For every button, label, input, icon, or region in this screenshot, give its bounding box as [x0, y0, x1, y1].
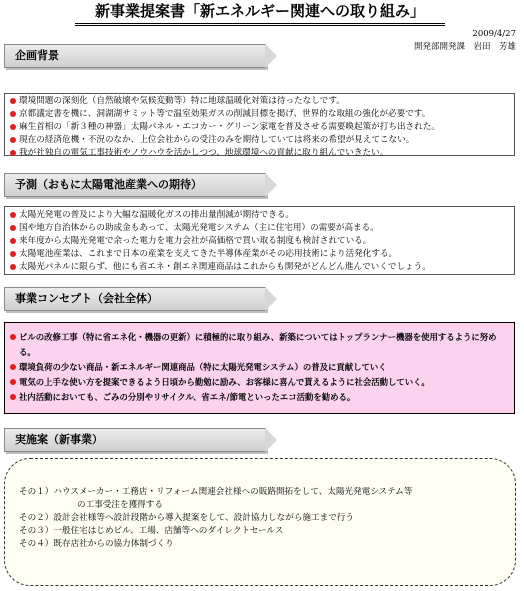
bullet-icon — [10, 212, 16, 218]
bullet-icon — [10, 394, 16, 400]
document-meta — [414, 28, 516, 54]
list-item-text: 麻生首相の「新３種の神器」太陽パネル・エコカー・グリーン家電を普及させる需要喚起策が打ち出された。 — [19, 122, 440, 132]
list-item-text: 国や地方自治体からの助成金もあって、太陽光発電システム（主に住宅用）の需要が高まる。 — [19, 223, 379, 233]
document-date: 2009/4/27 — [472, 29, 516, 39]
list-item-text: 社内活動においても、ごみの分別やリサイクル、省エネ/節電といったエコ活動を勧める。 — [19, 392, 356, 402]
list-item-text: 来年度から太陽光発電で余った電力を電力会社が高価格で買い取る制度も検討されている。 — [19, 236, 372, 246]
section-title: 企画背景 — [15, 49, 59, 62]
section-title: 事業コンセプト（会社全体） — [15, 292, 158, 305]
list-item — [9, 121, 514, 134]
list-item-text: 我が社独自の電気工事技術やノウハウを活かしつつ、地球環境への貢献に取り組んでいきたい。 — [19, 148, 389, 158]
list-item: その１）ハウスメーカー・工務店・リフォーム関連会社様への販路開拓をして、太陽光発電システム等 — [19, 487, 413, 497]
list-item — [9, 95, 514, 108]
list-item — [9, 134, 514, 147]
implementation-list — [19, 486, 515, 551]
list-item-text: 環境問題の深刻化（自然破壊や気候変動等）特に地球温暖化対策は待ったなしです。 — [19, 96, 345, 106]
bullet-icon — [10, 225, 16, 231]
list-item — [9, 248, 514, 261]
background-list — [9, 95, 514, 160]
forecast-box — [4, 206, 515, 275]
section-heading-concept — [4, 287, 266, 311]
list-item — [9, 330, 508, 360]
bullet-icon — [10, 137, 16, 143]
concept-list — [9, 330, 508, 405]
list-item: その２）設計会社様等へ設計段階から導入提案をして、設計協力しながら施工まで行う — [19, 513, 354, 523]
bullet-icon — [10, 264, 16, 270]
list-item — [9, 147, 514, 160]
page-title: 新事業提案書「新エネルギー関連への取り組み」 — [94, 2, 425, 20]
bullet-icon — [10, 150, 16, 156]
list-item: その３）一般住宅はじめビル、工場、店舗等へのダイレクトセールス — [19, 526, 284, 536]
list-item-text: 環境負荷の少ない商品・新エネルギー関連商品（特に太陽光発電システム）の普及に貢献していく — [19, 362, 387, 372]
list-item — [9, 209, 514, 222]
list-item — [9, 222, 514, 235]
title-underline-double — [75, 25, 445, 26]
list-item-text: 太陽光発電の普及により大幅な温暖化ガスの排出量削減が期待できる。 — [19, 210, 295, 220]
document-author: 開発部開発課 岩田 芳雄 — [413, 42, 516, 52]
list-item-text: ビルの改修工事（特に省エネ化・機器の更新）に積極的に取り組み、新築についてはトップランナー機器を使用するように努める。 — [19, 332, 497, 357]
title-underline — [75, 23, 445, 24]
section-title: 予測（おもに太陽電池産業への期待） — [15, 178, 202, 191]
list-item — [9, 261, 514, 274]
list-item-text: 京都議定書を機に、洞湖湖サミット等で温室効果ガスの削減目標を掲げ、世界的な取組の強化が必要です。 — [19, 109, 431, 119]
list-item — [9, 360, 508, 375]
bullet-icon — [10, 379, 16, 385]
bullet-icon — [10, 98, 16, 104]
list-item — [9, 375, 508, 390]
bullet-icon — [10, 364, 16, 370]
list-item — [9, 108, 514, 121]
list-item-text: 電気の上手な使い方を提案できるよう日頃から勤勉に励み、お客様に喜んで貰えるように社会活動していく。 — [19, 377, 430, 387]
list-item-text: 太陽電池産業は、これまで日本の産業を支えてきた半導体産業がその応用技術により活発化する。 — [19, 249, 398, 259]
bullet-icon — [10, 124, 16, 130]
section-heading-forecast — [4, 173, 266, 197]
list-item-text: 太陽光パネルに限らず、他にも省エネ・創エネ関連商品はこれからも開発がどんどん進んでいくでしょう。 — [19, 262, 431, 272]
list-item-text: 現在の経済危機・不況のなか、上位会社からの受注のみを期待していては将来の希望が見えてこない。 — [19, 135, 415, 145]
concept-box — [4, 322, 515, 414]
bullet-icon — [10, 251, 16, 257]
section-heading-background — [4, 44, 266, 68]
bullet-icon — [10, 334, 16, 340]
list-item — [9, 390, 508, 405]
background-box — [4, 93, 515, 156]
section-title: 実施案（新事業） — [15, 433, 103, 446]
bullet-icon — [10, 238, 16, 244]
list-item: その４）既存店社からの協力体制づくり — [19, 539, 174, 549]
list-item-continuation: の工事受注を獲得する — [77, 500, 163, 510]
forecast-list — [9, 209, 514, 274]
section-heading-implementation — [4, 428, 266, 452]
list-item — [9, 235, 514, 248]
implementation-box — [4, 458, 516, 586]
bullet-icon — [10, 111, 16, 117]
